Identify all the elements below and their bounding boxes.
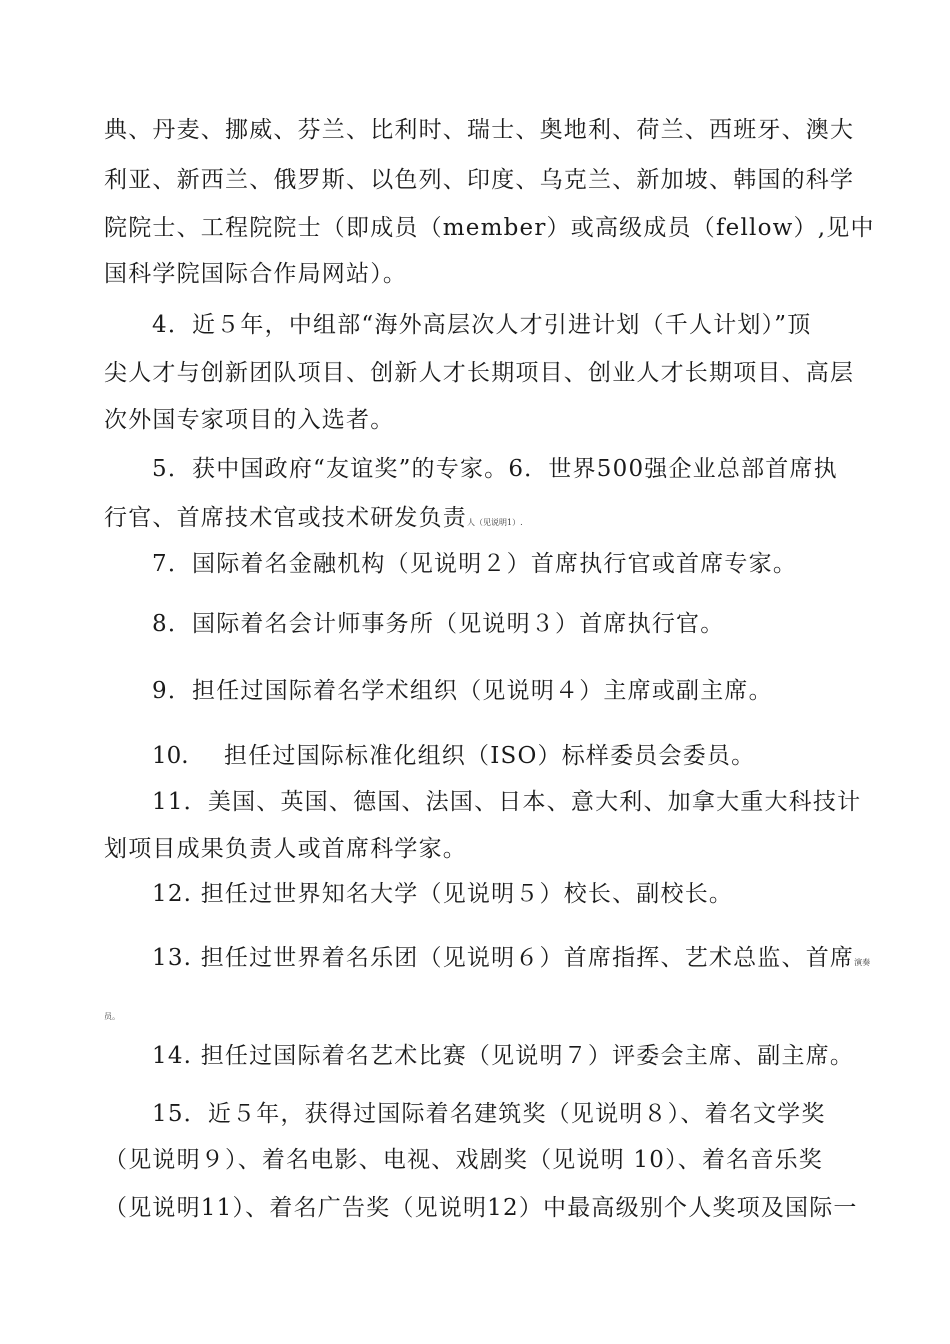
- text-line: 典、丹麦、挪威、芬兰、比利时、瑞士、奥地利、荷兰、西班牙、澳大: [104, 117, 855, 143]
- text-line: 划项目成果负责人或首席科学家。: [104, 836, 467, 862]
- text-line: [104, 258, 950, 290]
- text-run: 9．担任过国际着名学术组织（见说明４）主席或副主席。: [152, 678, 773, 704]
- footnote-text: 人（见说明1）.: [467, 518, 523, 527]
- text-run: 7．国际着名金融机构（见说明２）首席执行官或首席专家。: [152, 551, 798, 577]
- text-run: 8．国际着名会计师事务所（见说明３）首席执行官。: [152, 611, 725, 637]
- text-line: [104, 404, 950, 436]
- text-line: （见说明９）、着名电影、电视、戏剧奖（见说明 10）、着名音乐奖: [104, 1147, 823, 1173]
- text-line: 14. 担任过国际着名艺术比赛（见说明７）评委会主席、副主席。: [152, 1043, 855, 1069]
- text-line: [152, 608, 950, 640]
- footnote-text: 演奏: [854, 958, 871, 967]
- text-line: 利亚、新西兰、俄罗斯、以色列、印度、乌克兰、新加坡、韩国的科学: [104, 167, 855, 193]
- list-number: 10.: [152, 743, 189, 769]
- text-run: 13. 担任过世界着名乐团（见说明６）首席指挥、艺术总监、首席: [152, 945, 855, 971]
- text-line: 院院士、工程院院士（即成员（member）或高级成员（fellow）,见中: [104, 215, 875, 241]
- text-line: [104, 996, 950, 1033]
- text-run: 12. 担任过世界知名大学（见说明５）校长、副校长。: [152, 881, 734, 907]
- text-line: [152, 878, 950, 910]
- text-line: [152, 942, 950, 979]
- text-line: 尖人才与创新团队项目、创新人才长期项目、创业人才长期项目、高层: [104, 360, 855, 386]
- text-line: （见说明11）、着名广告奖（见说明12）中最高级别个人奖项及国际一: [104, 1195, 858, 1221]
- text-run: 担任过国际标准化组织（ISO）标样委员会委员。: [224, 743, 756, 769]
- text-line: [152, 675, 950, 707]
- text-line: 5．获中国政府“友谊奖”的专家。6．世界500强企业总部首席执: [152, 456, 838, 482]
- text-line: [152, 740, 950, 772]
- text-line: [152, 548, 950, 580]
- text-run: 行官、首席技术官或技术研发负责: [104, 505, 467, 531]
- text-run: 次外国专家项目的入选者。: [104, 407, 395, 433]
- text-line: [104, 502, 950, 539]
- text-line: 4．近５年，中组部“海外高层次人才引进计划（千人计划）”顶: [152, 312, 812, 338]
- text-line: 15．近５年，获得过国际着名建筑奖（见说明８）、着名文学奖: [152, 1101, 826, 1127]
- text-line: 11．美国、英国、德国、法国、日本、意大利、加拿大重大科技计: [152, 789, 862, 815]
- text-run: 国科学院国际合作局网站）。: [104, 261, 408, 287]
- footnote-text: 员。: [104, 1012, 120, 1021]
